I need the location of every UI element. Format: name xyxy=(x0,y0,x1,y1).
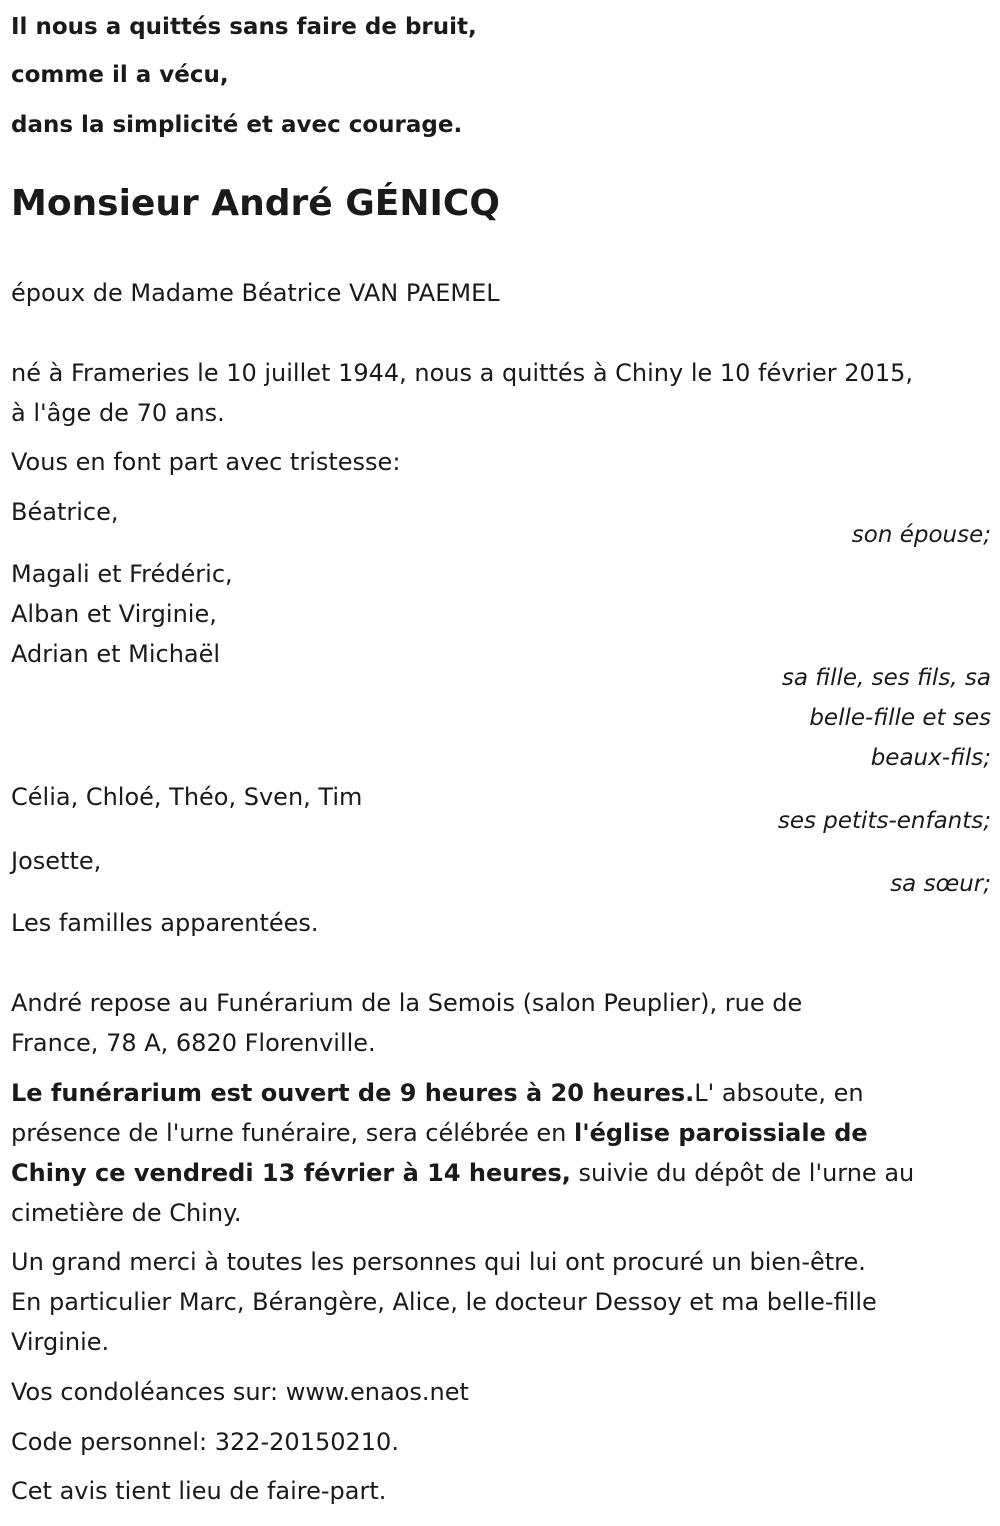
personal-code: Code personnel: 322-20150210. xyxy=(11,1428,399,1456)
spouse-line: époux de Madame Béatrice VAN PAEMEL xyxy=(11,279,500,307)
epigraph-line-1: Il nous a quittés sans faire de bruit, xyxy=(11,14,477,40)
thanks-line-1: Un grand merci à toutes les personnes qui lui ont procuré un bien-être. xyxy=(11,1248,866,1276)
ceremony-text-1: L' absoute, en xyxy=(694,1079,864,1107)
grandchildren-names: Célia, Chloé, Théo, Sven, Tim xyxy=(11,783,363,811)
ceremony-date: Chiny ce vendredi 13 février à 14 heures, xyxy=(11,1159,571,1187)
children-names-3: Adrian et Michaël xyxy=(11,640,221,668)
children-relation-2: belle-fille et ses xyxy=(809,705,991,731)
wife-relation: son épouse; xyxy=(851,522,991,548)
epigraph-line-3: dans la simplicité et avec courage. xyxy=(11,112,463,138)
children-relation-3: beaux-fils; xyxy=(870,745,991,771)
grandchildren-relation: ses petits-enfants; xyxy=(777,808,991,834)
opening-hours: Le funérarium est ouvert de 9 heures à 20 heures. xyxy=(11,1079,695,1107)
ceremony-text-3: suivie du dépôt de l'urne au xyxy=(570,1159,915,1187)
epigraph-line-2: comme il a vécu, xyxy=(11,62,229,88)
closing-line: Cet avis tient lieu de faire-part. xyxy=(11,1477,387,1505)
children-relation-1: sa fille, ses fils, sa xyxy=(781,665,991,691)
birth-death-line-1: né à Frameries le 10 juillet 1944, nous a quittés à Chiny le 10 février 2015, xyxy=(11,359,913,387)
wife-names: Béatrice, xyxy=(11,498,119,526)
birth-death-line-2: à l'âge de 70 ans. xyxy=(11,399,225,427)
ceremony-line-2 xyxy=(11,1117,868,1149)
sister-relation: sa sœur; xyxy=(890,871,991,897)
deceased-name: Monsieur André GÉNICQ xyxy=(11,183,500,224)
ceremony-line-3 xyxy=(11,1157,914,1189)
ceremony-location: l'église paroissiale de xyxy=(574,1119,868,1147)
funerarium-line-2: France, 78 A, 6820 Florenville. xyxy=(11,1029,376,1057)
condolences-line: Vos condoléances sur: www.enaos.net xyxy=(11,1378,469,1406)
children-names-2: Alban et Virginie, xyxy=(11,600,217,628)
children-names-1: Magali et Frédéric, xyxy=(11,560,233,588)
thanks-line-3: Virginie. xyxy=(11,1328,110,1356)
thanks-line-2: En particulier Marc, Bérangère, Alice, le docteur Dessoy et ma belle-fille xyxy=(11,1288,877,1316)
ceremony-line-1 xyxy=(11,1077,864,1109)
funerarium-line-1: André repose au Funérarium de la Semois (salon Peuplier), rue de xyxy=(11,989,803,1017)
announcement: Vous en font part avec tristesse: xyxy=(11,448,401,476)
ceremony-line-4: cimetière de Chiny. xyxy=(11,1199,242,1227)
ceremony-text-2: présence de l'urne funéraire, sera célébrée en xyxy=(11,1119,575,1147)
sister-name: Josette, xyxy=(11,847,102,875)
relatives-line: Les familles apparentées. xyxy=(11,909,319,937)
